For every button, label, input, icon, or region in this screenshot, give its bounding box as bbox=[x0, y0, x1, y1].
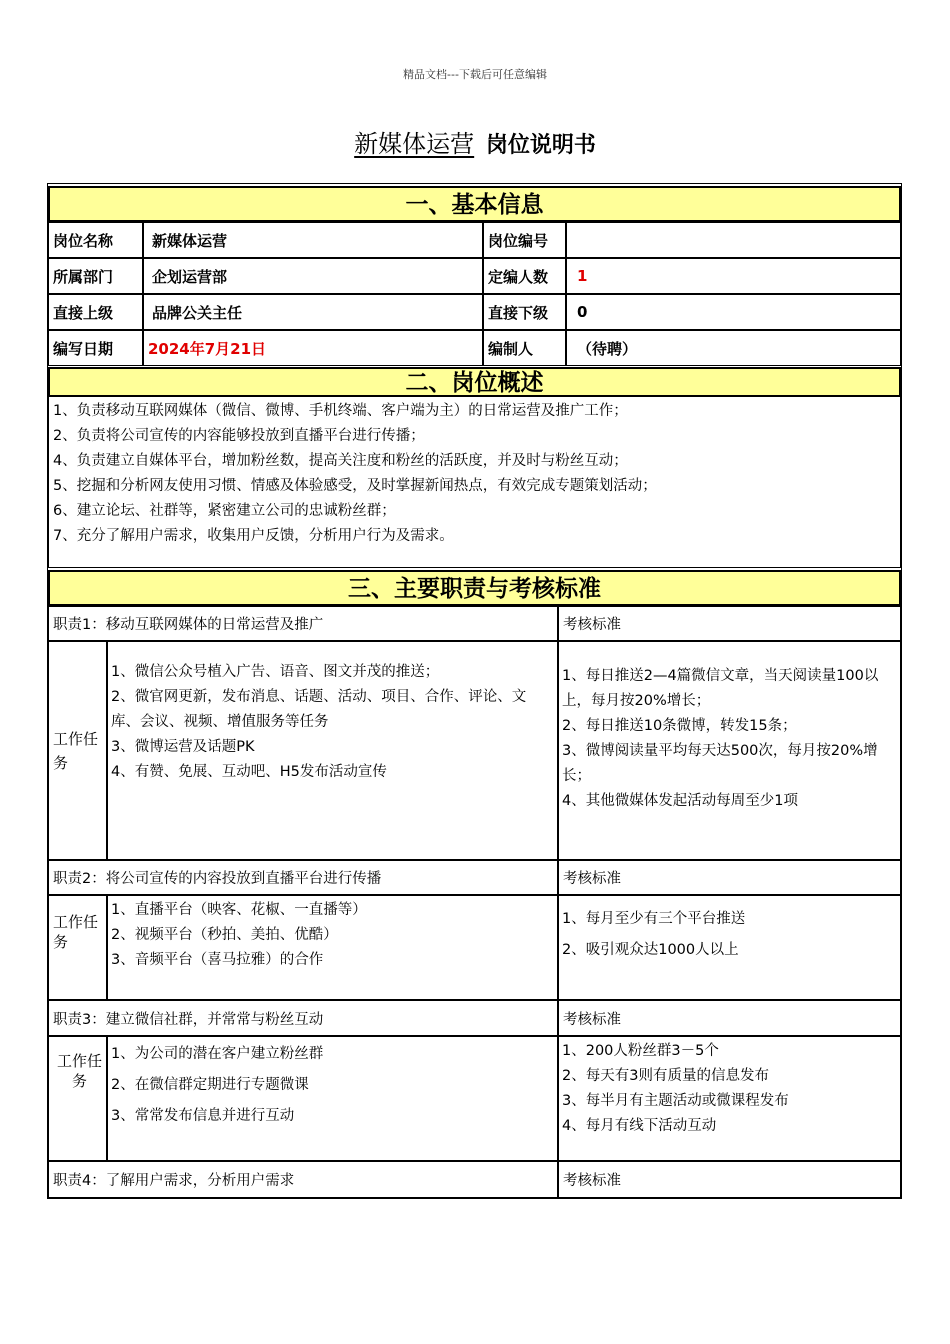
task-item: 3、音频平台（喜马拉雅）的合作 bbox=[111, 952, 324, 968]
overview-item: 1、负责移动互联网媒体（微信、微博、手机终端、客户端为主）的日常运营及推广工作； bbox=[53, 403, 628, 419]
label-department: 所属部门 bbox=[48, 258, 143, 294]
overview-item: 2、负责将公司宣传的内容能够投放到直播平台进行传播； bbox=[53, 428, 425, 444]
value-position-code bbox=[566, 222, 901, 258]
criteria-item: 1、每日推送2—4篇微信文章，当天阅读量100以上，每月按20%增长； bbox=[562, 668, 879, 709]
section-overview-heading: 二、岗位概述 bbox=[48, 367, 901, 397]
criteria-item: 2、每天有3则有质量的信息发布 bbox=[562, 1068, 769, 1084]
duty-4-title: 职责4：了解用户需求，分析用户需求 bbox=[48, 1161, 558, 1198]
task-item: 1、微信公众号植入广告、语音、图文并茂的推送； bbox=[111, 664, 440, 680]
task-item: 2、微官网更新，发布消息、话题、活动、项目、合作、评论、文库、会议、视频、增值服务等任务 bbox=[111, 689, 527, 730]
label-direct-subordinate: 直接下级 bbox=[483, 294, 566, 330]
document-title bbox=[0, 124, 950, 159]
duty-2-criteria-label: 考核标准 bbox=[558, 860, 901, 895]
duty-2-task-label: 工作任务 bbox=[48, 895, 107, 1000]
task-item: 2、视频平台（秒拍、美拍、优酷） bbox=[111, 927, 338, 943]
task-item: 3、常常发布信息并进行互动 bbox=[111, 1108, 295, 1124]
criteria-item: 3、每半月有主题活动或微课程发布 bbox=[562, 1093, 789, 1109]
duty-2-criteria bbox=[558, 895, 901, 1000]
duty-1-tasks bbox=[107, 641, 558, 860]
duty-2-tasks bbox=[107, 895, 558, 1000]
task-item: 3、微博运营及话题PK bbox=[111, 739, 255, 755]
value-written-date: 2024年7月21日 bbox=[143, 330, 483, 366]
label-position-name: 岗位名称 bbox=[48, 222, 143, 258]
overview-item: 6、建立论坛、社群等，紧密建立公司的忠诚粉丝群； bbox=[53, 503, 396, 519]
duty-1-criteria-label: 考核标准 bbox=[558, 606, 901, 641]
duty-1-task-label: 工作任务 bbox=[48, 641, 107, 860]
duty-1-criteria bbox=[558, 641, 901, 860]
criteria-item: 3、微博阅读量平均每天达500次，每月按20%增长； bbox=[562, 743, 878, 784]
value-direct-subordinate: 0 bbox=[566, 294, 901, 330]
watermark-text: 精品文档---下载后可任意编辑 bbox=[403, 68, 547, 81]
duty-3-title: 职责3：建立微信社群，并常常与粉丝互动 bbox=[48, 1000, 558, 1036]
task-item: 1、为公司的潜在客户建立粉丝群 bbox=[111, 1046, 324, 1062]
task-item: 2、在微信群定期进行专题微课 bbox=[111, 1077, 309, 1093]
criteria-item: 1、每月至少有三个平台推送 bbox=[562, 911, 746, 927]
criteria-item: 2、每日推送10条微博，转发15条； bbox=[562, 718, 797, 734]
duty-3-task-label: 工作任务 bbox=[48, 1036, 107, 1161]
title-main: 新媒体运营 bbox=[354, 130, 475, 158]
duty-4-criteria-label: 考核标准 bbox=[558, 1161, 901, 1198]
criteria-item: 1、200人粉丝群3－5个 bbox=[562, 1043, 719, 1059]
label-author: 编制人 bbox=[483, 330, 566, 366]
value-department: 企划运营部 bbox=[143, 258, 483, 294]
task-item: 4、有赞、免展、互动吧、H5发布活动宣传 bbox=[111, 764, 387, 780]
duty-3-criteria bbox=[558, 1036, 901, 1161]
section-duties-heading: 三、主要职责与考核标准 bbox=[48, 570, 901, 606]
overview-item: 7、充分了解用户需求，收集用户反馈，分析用户行为及需求。 bbox=[53, 528, 454, 544]
duty-2-title: 职责2：将公司宣传的内容投放到直播平台进行传播 bbox=[48, 860, 558, 895]
overview-list bbox=[48, 396, 901, 568]
title-suffix: 岗位说明书 bbox=[485, 133, 596, 158]
duty-3-criteria-label: 考核标准 bbox=[558, 1000, 901, 1036]
task-item: 1、直播平台（映客、花椒、一直播等） bbox=[111, 902, 367, 918]
overview-item: 4、负责建立自媒体平台，增加粉丝数，提高关注度和粉丝的活跃度，并及时与粉丝互动； bbox=[53, 453, 628, 469]
criteria-item: 4、每月有线下活动互动 bbox=[562, 1118, 717, 1134]
section-basic-info-heading: 一、基本信息 bbox=[48, 186, 901, 222]
value-headcount: 1 bbox=[566, 258, 901, 294]
label-direct-superior: 直接上级 bbox=[48, 294, 143, 330]
label-written-date: 编写日期 bbox=[48, 330, 143, 366]
value-author: （待聘） bbox=[566, 330, 901, 366]
label-headcount: 定编人数 bbox=[483, 258, 566, 294]
job-description-table bbox=[47, 183, 902, 1199]
overview-item: 5、挖掘和分析网友使用习惯、情感及体验感受，及时掌握新闻热点，有效完成专题策划活动； bbox=[53, 478, 657, 494]
criteria-item: 4、其他微媒体发起活动每周至少1项 bbox=[562, 793, 798, 809]
label-position-code: 岗位编号 bbox=[483, 222, 566, 258]
duty-1-title: 职责1：移动互联网媒体的日常运营及推广 bbox=[48, 606, 558, 641]
criteria-item: 2、吸引观众达1000人以上 bbox=[562, 942, 739, 958]
value-position-name: 新媒体运营 bbox=[143, 222, 483, 258]
value-direct-superior: 品牌公关主任 bbox=[143, 294, 483, 330]
duty-3-tasks bbox=[107, 1036, 558, 1161]
